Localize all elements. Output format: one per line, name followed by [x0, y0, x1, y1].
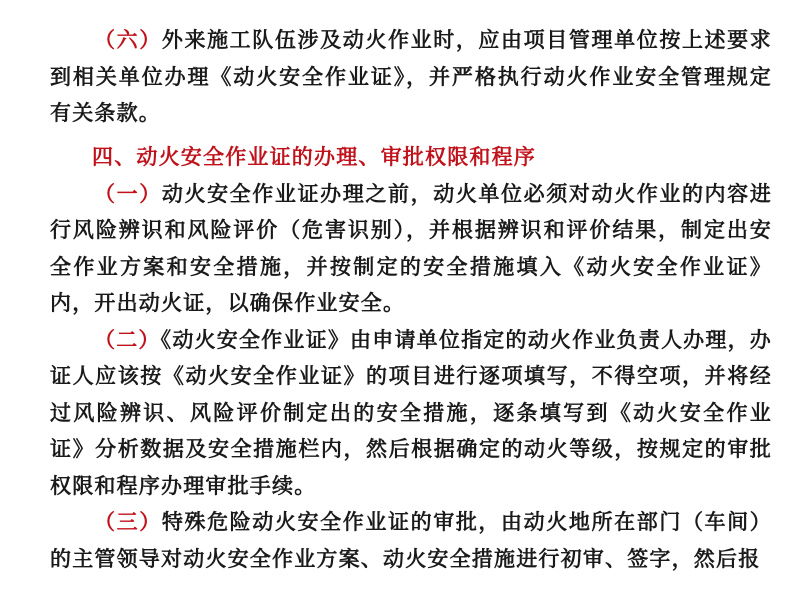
- paragraph-six: [50, 22, 772, 132]
- paragraph-six-block: [50, 22, 772, 132]
- section-item-three: [50, 504, 772, 577]
- section-item-two-marker: （二）: [94, 327, 161, 352]
- section-item-three-marker: （三）: [94, 510, 162, 534]
- section-four: [50, 139, 772, 577]
- section-item-three-text: 特殊危险动火安全作业证的审批，由动火地所在部门（车间）的主管领导对动火安全作业方案、动火安全措施进行初审、签字，然后报: [50, 510, 772, 571]
- section-item-one: [50, 176, 772, 322]
- paragraph-six-marker: （六）: [94, 28, 162, 52]
- section-item-two-text: 《动火安全作业证》由申请单位指定的动火作业负责人办理，办证人应该按《动火安全作业证》的项目进行逐项填写，不得空项，并将经过风险辨识、风险评价制定出的安全措施，逐条填写到《动火安全作业证》分析数据及安全措施栏内，然后根据确定的动火等级，按规定的审批权限和程序办理审批手续。: [50, 327, 772, 498]
- section-four-heading: 四、动火安全作业证的办理、审批权限和程序: [92, 145, 536, 169]
- section-item-two: [50, 322, 772, 505]
- section-item-one-marker: （一）: [94, 181, 162, 206]
- section-item-one-text: 动火安全作业证办理之前，动火单位必须对动火作业的内容进行风险辨识和风险评价（危害识别），并根据辨识和评价结果，制定出安全作业方案和安全措施，并按制定的安全措施填入《动火安全作业证》内，开出动火证，以确保作业安全。: [50, 181, 772, 315]
- paragraph-six-text: 外来施工队伍涉及动火作业时，应由项目管理单位按上述要求到相关单位办理《动火安全作业证》，并严格执行动火作业安全管理规定有关条款。: [50, 28, 772, 125]
